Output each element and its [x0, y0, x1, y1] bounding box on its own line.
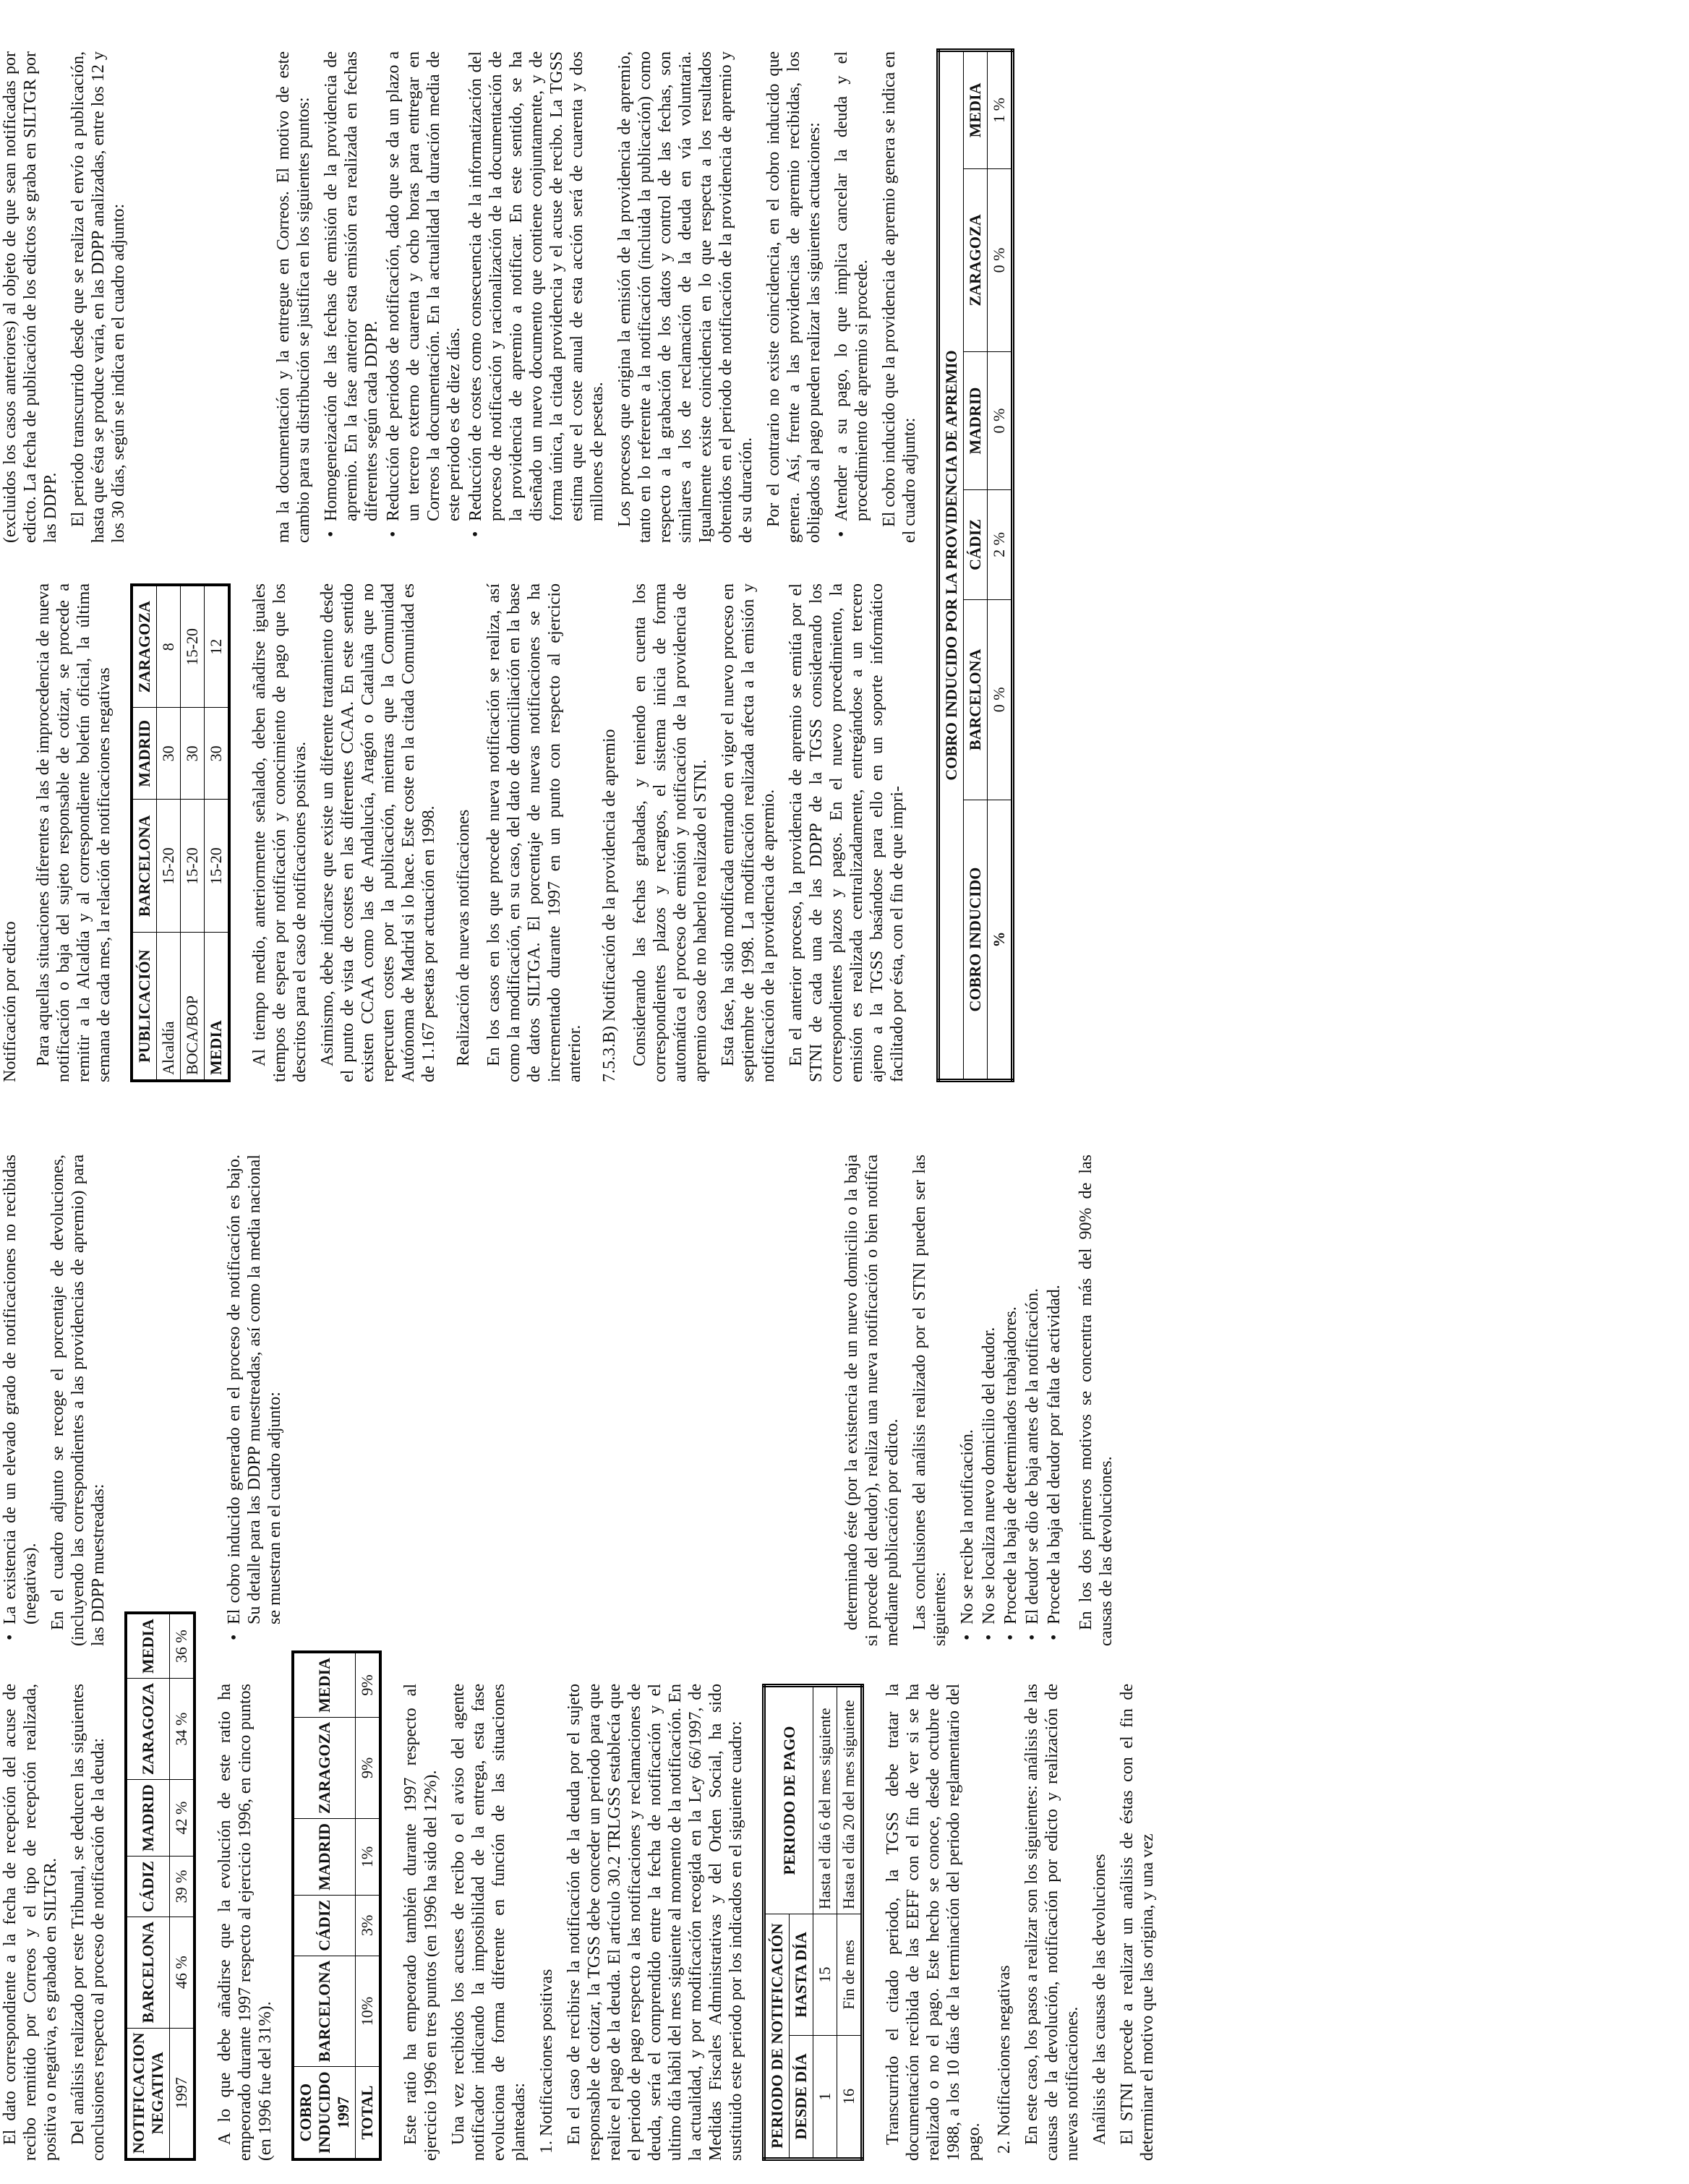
paragraph: En este caso, los pasos a realizar son los siguientes: análisis de las causas de la devolución, notificación por edicto y realización de nuevas notificaciones. [1022, 1684, 1082, 2161]
bullet-item: • Reducción de periodos de notificación, dado que se da un plazo a un tercero externo de cuarenta y ocho horas para entregar en Correos la documentación. En la actualidad la duración media de este periodo es de diez días. [384, 51, 463, 537]
table-header: MEDIA [126, 1613, 170, 1678]
paragraph: Análisis de las causas de las devoluciones [1090, 1854, 1109, 2145]
table-cell: 1997 [170, 2028, 195, 2159]
table-cell: 34 % [170, 1679, 195, 1780]
bullet-text: Homogeneización de las fechas de emisión de la providencia de apremio. En la fase anterior esta emisión era realizada en fechas diferentes según cada DDPP. [322, 51, 381, 521]
table-cell: 12 [205, 585, 230, 708]
paragraph: Una vez recibidos los acuses de recibo o el aviso del agente notificador indicando la imposibilidad de la entrega, esta fase evoluciona de forma diferente en función de las situaciones planteadas: [449, 1684, 529, 2161]
table-cell: 1 [813, 2035, 837, 2159]
table-cell: 16 [837, 2035, 863, 2159]
table-header: CÁDIZ [964, 490, 988, 600]
paragraph: Al tiempo medio, anteriormente señalado, deben añadirse iguales tiempos de espera por notificación y conocimiento de pago que los descritos para el caso de notificaciones positivas. [250, 583, 309, 1082]
table-cell: Fin de mes [837, 1914, 863, 2036]
table-cell: 30 [181, 708, 205, 800]
induced-collection-1997-table [291, 1650, 382, 2161]
table-cell: 15 [813, 1914, 837, 2036]
table-cell: 0 % [988, 352, 1013, 490]
list-item: • No se recibe la notificación. [958, 1429, 977, 1640]
paragraph: Considerando las fechas grabadas, y teniendo en cuenta los correspondientes plazos y recargos, el sistema inicia de forma automática el proceso de emisión y notificación de la providencia de apremio caso de no haberlo realizado el STNI. [630, 583, 710, 1082]
bullet-item: • La existencia de un elevado grado de notificaciones no recibidas (negativas). [1, 1155, 40, 1640]
table-cell: 30 [157, 708, 181, 800]
paragraph: El cobro inducido que la providencia de apremio genera se indica en el cuadro adjunto: [880, 51, 919, 543]
table-header: ZARAGOZA [964, 168, 988, 351]
list-item-text: Procede la baja del deudor por falta de actividad. [1045, 1285, 1064, 1624]
paragraph: El periodo transcurrido desde que se realiza el envío a publicación, hasta que ésta se produce varía, en las DDPP analizadas, entre los 12 y los 30 días, según se indica en el cuadro adjunto: [69, 51, 128, 543]
table-header: NOTIFICACION NEGATIVA [126, 2028, 170, 2159]
table-cell: 36 % [170, 1613, 195, 1678]
section-heading: Realización de nuevas notificaciones [454, 809, 473, 1066]
paragraph: En el cuadro adjunto se recoge el porcentaje de devoluciones, (incluyendo las correspondientes a las providencias de apremio) para las DDPP muestreadas: [48, 1155, 108, 1646]
list-item: 2. Notificaciones negativas [995, 1965, 1014, 2154]
negative-notification-table [124, 1611, 196, 2161]
table-cell: Alcaldía [157, 933, 181, 1081]
bullet-item: • El cobro inducido generado en el proceso de notificación es bajo. Su detalle para las DDPP muestreadas, así como la media nacional se muestran en el cuadro adjunto: [225, 1155, 284, 1640]
table-cell: 9% [356, 1717, 381, 1818]
list-item: 1. Notificaciones positivas [537, 1969, 556, 2154]
paragraph: Este ratio ha empeorado también durante 1997 respecto al ejercicio 1996 en tres puntos (en 1996 ha sido del 12%). [401, 1684, 440, 2161]
paragraph: En el caso de recibirse la notificación de la deuda por el sujeto responsable de cotizar, la TGSS debe conceder un periodo para que realice el pago de la deuda. El artículo 30.2 TRLGSS establecía que el periodo de pago respecto a las notificaciones y reclamaciones de deuda, sería el comprendido entre la fecha de notificación y el ultimo día hábil del mes siguiente al momento de la notificación. En la actualidad, y por modificación recogida en la Ley 66/1997, de Medidas Fiscales Administrativas y del Orden Social, ha sido sustituido este periodo por los indicados en el siguiente cuadro: [565, 1684, 745, 2161]
table-cell: Hasta el día 20 del mes siguiente [837, 1686, 863, 1914]
table-header: COBRO INDUCIDO [964, 800, 988, 1081]
list-item-text: No se localiza nuevo domicilio del deudor. [980, 1327, 999, 1624]
table-cell: 30 [205, 708, 230, 800]
table-cell: 15-20 [181, 800, 205, 933]
table-cell: TOTAL [356, 2067, 381, 2159]
publication-table [130, 583, 231, 1082]
bullet-item: • Atender a su pago, lo que implica cancelar la deuda y el procedimiento de apremio si procede. [832, 51, 871, 537]
table-header: MADRID [964, 352, 988, 490]
left-page-column-1 [0, 1619, 1165, 2161]
bullet-text: El cobro inducido generado en el proceso de notificación es bajo. Su detalle para las DDPP muestreadas, así como la media nacional se muestran en el cuadro adjunto: [225, 1155, 284, 1624]
table-cell: 39 % [170, 1857, 195, 1917]
table-header: PERIODO DE PAGO [764, 1686, 813, 1914]
table-header: PERIODO DE NOTIFICACIÓN [764, 1914, 790, 2159]
payment-period-table [762, 1684, 864, 2161]
table-cell: 15-20 [181, 585, 205, 708]
paragraph: Esta fase, ha sido modificada entrando en vigor el nuevo proceso en septiembre de 1998. La modificación realizada afecta a la emisión y notificación de la providencia de apremio. [719, 583, 778, 1082]
list-item-text: Procede la baja de determinados trabajadores. [1001, 1306, 1020, 1624]
bullet-text: La existencia de un elevado grado de notificaciones no recibidas (negativas). [1, 1155, 40, 1624]
table-header: ZARAGOZA [126, 1679, 170, 1780]
table-header: DESDE DÍA [790, 2035, 813, 2159]
paragraph: En el anterior proceso, la providencia de apremio se emitía por el STNI de cada una de las DDPP de la TGSS considerando los correspondientes plazos y pagos. En el nuevo procedimiento, la emisión es realizada centralizadamente, entregándose a un tercero ajeno a la TGSS basándose para ello en un soporte informático facilitado por ésta, con el fin de que impri- [787, 583, 907, 1082]
table-cell: 2 % [988, 490, 1013, 600]
table-cell: 15-20 [205, 800, 230, 933]
list-item-text: No se recibe la notificación. [958, 1429, 977, 1624]
paragraph: Del análisis realizado por este Tribunal, se deducen las siguientes conclusiones respecto al proceso de notificación de la deuda: [69, 1684, 108, 2161]
table-header: MEDIA [964, 51, 988, 169]
table-header: ZARAGOZA [293, 1717, 356, 1818]
table-header: PUBLICACIÓN [132, 933, 157, 1081]
paragraph: Los procesos que origina la emisión de la providencia de apremio, tanto en lo referente a la notificación (incluida la publicación) como respecto a la grabación de los datos y control de las fechas, son similares a los de reclamación de la deuda en vía voluntaria. Igualmente existe coincidencia en lo que respecta a los resultados obtenidos en el periodo de notificación de la providencia de apremio y de su duración. [615, 51, 756, 543]
right-page-column-2 [0, 51, 927, 543]
paragraph: Asimismo, debe indicarse que existe un diferente tratamiento desde el punto de vista de costes en las diferentes CCAA. En este sentido existen CCAA como las de Andalucía, Aragón o Cataluña que no repercuten costes por la publicación, mientras que la Comunidad Autónoma de Madrid si lo hace. Este coste en la citada Comunidad es de 1.167 pesetas por actuación en 1998. [318, 583, 438, 1082]
table-cell: 46 % [170, 1917, 195, 2028]
bullet-text: Atender a su pago, lo que implica cancelar la deuda y el procedimiento de apremio si procede. [832, 51, 871, 521]
table-header: CÁDIZ [126, 1857, 170, 1917]
table-cell: % [988, 800, 1013, 1081]
table-header: BARCELONA [126, 1917, 170, 2028]
paragraph: En los dos primeros motivos se concentra más del 90% de las causas de las devoluciones. [1077, 1155, 1116, 1646]
list-item: • Procede la baja de determinados trabajadores. [1001, 1306, 1020, 1640]
table-header: COBRO INDUCIDO 1997 [293, 2067, 356, 2159]
conclusions-list [957, 1155, 1064, 1646]
table-cell: 3% [356, 1895, 381, 1956]
paragraph: Transcurrido el citado periodo, la TGSS debe tratar la documentación recibida de las EEFF con el fin de ver si se ha realizado o no el pago. Este hecho se conoce, desde octubre de 1988, a los 10 días de la terminación del periodo reglamentario del pago. [884, 1684, 983, 2161]
paragraph: En los casos en los que procede nueva notificación se realiza, así como la modificación, en su caso, del dato de domiciliación en la base de datos SILTGA. El porcentaje de nuevas notificaciones se ha incrementado durante 1997 en un punto con respecto al ejercicio anterior. [484, 583, 584, 1082]
table-header: BARCELONA [132, 800, 157, 933]
paragraph: Por el contrario no existe coincidencia, en el cobro inducido que genera. Así, frente a las providencias de apremio recibidas, los obligados al pago pueden realizar las siguientes actuaciones: [764, 51, 824, 543]
table-cell: MEDIA [205, 933, 230, 1081]
table-header: MADRID [293, 1818, 356, 1895]
table-cell: 0 % [988, 599, 1013, 800]
list-item: • Procede la baja del deudor por falta de actividad. [1045, 1285, 1064, 1640]
table-cell: BOCA/BOP [181, 933, 205, 1081]
table-header: MEDIA [293, 1652, 356, 1717]
table-cell: 9% [356, 1652, 381, 1717]
bullet-text: Reducción de costes como consecuencia de la informatización del proceso de notificación y racionalización de la documentación de la providencia de apremio a notificar. En este sentido, se ha diseñado un nuevo documento que contiene conjuntamente, y de forma única, la citada providencia y el acuse de recibo. La TGSS estima que el coste anual de esta acción será de cuarenta y dos millones de pesetas. [466, 51, 607, 521]
table-cell: 1% [356, 1818, 381, 1895]
paragraph: Para aquellas situaciones diferentes a las de improcedencia de nueva notificación o baja del sujeto responsable de cotizar, se procede a remitir a la Alcaldía y al correspondiente boletín oficial, la última semana de cada mes, la relación de notificaciones negativas [34, 583, 114, 1082]
table-header: CÁDIZ [293, 1895, 356, 1956]
paragraph: determinado éste (por la existencia de un nuevo domicilio o la baja si procede del deudor), realiza una nueva notificación o bien notifica mediante publicación por edicto. [842, 1155, 902, 1646]
table-title: COBRO INDUCIDO POR LA PROVIDENCIA DE APREMIO [938, 51, 964, 1081]
left-page-column-2 [0, 1155, 1124, 1646]
table-cell: 42 % [170, 1780, 195, 1857]
section-heading: 7.5.3.B) Notificación de la providencia de apremio [600, 729, 619, 1082]
bullet-text: Reducción de periodos de notificación, dado que se da un plazo a un tercero externo de cuarenta y ocho horas para entregar en Correos la documentación. En la actualidad la duración media de este periodo es de diez días. [384, 51, 463, 521]
table-header: ZARAGOZA [132, 585, 157, 708]
table-header: MADRID [132, 708, 157, 800]
table-header: HASTA DÍA [790, 1914, 813, 2036]
list-item: • No se localiza nuevo domicilio del deudor. [980, 1327, 999, 1640]
table-header: BARCELONA [293, 1956, 356, 2067]
left-page [0, 1100, 1689, 2184]
table-cell: 8 [157, 585, 181, 708]
table-cell: 1 % [988, 51, 1013, 169]
table-cell: 10% [356, 1956, 381, 2067]
bullet-item: • Reducción de costes como consecuencia de la informatización del proceso de notificación y racionalización de la documentación de la providencia de apremio a notificar. En este sentido, se ha diseñado un nuevo documento que contiene conjuntamente, y de forma única, la citada providencia y el acuse de recibo. La TGSS estima que el coste anual de esta acción será de cuarenta y dos millones de pesetas. [466, 51, 607, 537]
list-item-text: El deudor se dio de baja antes de la notificación. [1023, 1288, 1042, 1624]
paragraph: A lo que debe añadirse que la evolución de este ratio ha empeorado durante 1997 respecto al ejercicio 1996, en cinco puntos (en 1996 fue del 31%). [215, 1684, 275, 2161]
table-cell: Hasta el día 6 del mes siguiente [813, 1686, 837, 1914]
list-item: • El deudor se dio de baja antes de la notificación. [1023, 1288, 1042, 1640]
enforcement-induced-collection-table [936, 48, 1014, 1082]
bullet-item: • Homogeneización de las fechas de emisión de la providencia de apremio. En la fase anterior esta emisión era realizada en fechas diferentes según cada DDPP. [322, 51, 381, 537]
paragraph: (excluidos los casos anteriores) al objeto de que sean notificadas por edicto. La fecha de publicación de los edictos se graba en SILTGR por las DDPP. [1, 51, 60, 543]
paragraph: El STNI procede a realizar un análisis de éstas con el fin de determinar el motivo que las origina, y una vez [1118, 1684, 1157, 2161]
table-header: MADRID [126, 1780, 170, 1857]
paragraph: El dato correspondiente a la fecha de recepción del acuse de recibo remitido por Correos y el tipo de recepción realizada, positiva o negativa, es grabado en SILTGR. [1, 1684, 60, 2161]
justification-list [321, 51, 607, 543]
table-cell: 15-20 [157, 800, 181, 933]
paragraph: Las conclusiones del análisis realizado por el STNI pueden ser las siguientes: [910, 1155, 949, 1646]
section-heading: Notificación por edicto [1, 921, 20, 1082]
table-header: BARCELONA [964, 599, 988, 800]
paragraph: ma la documentación y la entregue en Correos. El motivo de este cambio para su distribución se justifica en los siguientes puntos: [274, 51, 313, 543]
table-cell: 0 % [988, 168, 1013, 351]
